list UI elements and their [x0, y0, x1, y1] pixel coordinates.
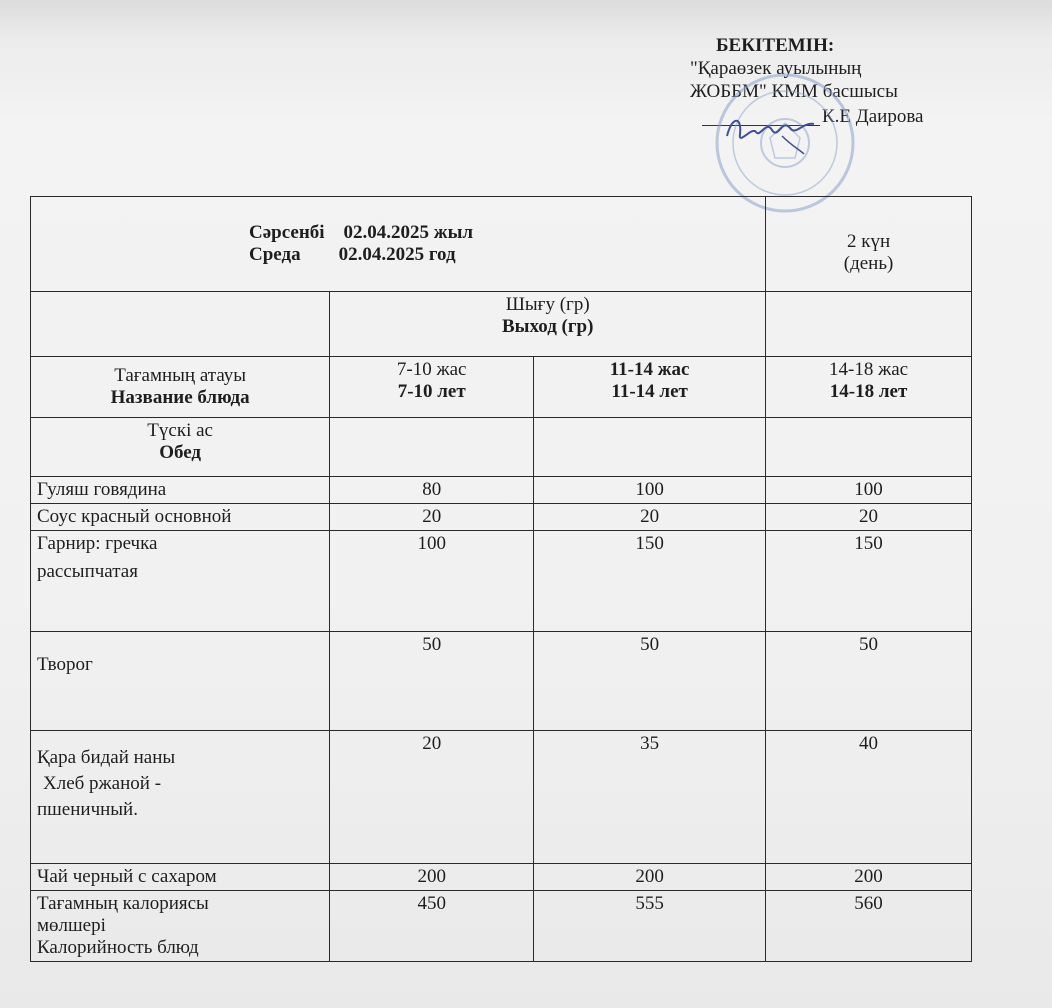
dish-name-line: Тағамның калориясы — [37, 893, 209, 914]
age1-header — [330, 357, 534, 418]
output-kz: Шығу (гр) — [505, 294, 590, 315]
output-blank — [31, 292, 330, 357]
dish-header — [31, 357, 330, 418]
value-age1: 80 — [330, 477, 534, 504]
value-age2: 200 — [534, 864, 766, 891]
value-age3: 200 — [766, 864, 972, 891]
age2-header — [534, 357, 766, 418]
meal-blank-2 — [534, 418, 766, 477]
table-row — [31, 531, 972, 632]
age1-kz: 7-10 жас — [396, 359, 467, 380]
table-row — [31, 632, 972, 731]
column-header-row — [31, 357, 972, 418]
value-age2: 35 — [534, 731, 766, 864]
output-cell — [330, 292, 766, 357]
value-age2: 50 — [534, 632, 766, 731]
dish-name: Гуляш говядина — [31, 477, 330, 504]
meal-ru: Обед — [159, 442, 202, 463]
age2-ru: 11-14 лет — [611, 381, 688, 402]
date-kz: 02.04.2025 жыл — [343, 222, 474, 243]
date-cell — [31, 197, 766, 292]
approval-line-2: ЖОББМ" КММ басшысы — [690, 81, 898, 102]
approval-line-1: "Қараөзек ауылының — [690, 58, 862, 79]
value-age3: 100 — [766, 477, 972, 504]
value-age2: 150 — [534, 531, 766, 632]
menu-table — [30, 196, 972, 962]
table-row — [31, 504, 972, 531]
meal-blank-1 — [330, 418, 534, 477]
value-age1: 20 — [330, 504, 534, 531]
output-row — [31, 292, 972, 357]
day-number-cell — [766, 197, 972, 292]
value-age1: 50 — [330, 632, 534, 731]
dish-name-line: Калорийность блюд — [37, 937, 199, 958]
table-row — [31, 477, 972, 504]
dish-name: Творог — [31, 632, 330, 731]
dish-header-kz: Тағамның атауы — [114, 365, 247, 386]
date-row — [31, 197, 972, 292]
dish-name-line: рассыпчатая — [37, 561, 138, 582]
dish-name-line: пшеничный. — [37, 799, 138, 820]
value-age1: 450 — [330, 891, 534, 962]
dish-name-line: Гарнир: гречка — [37, 533, 158, 554]
table-row — [31, 864, 972, 891]
age1-ru: 7-10 лет — [397, 381, 466, 402]
dish-name — [31, 531, 330, 632]
age3-header — [766, 357, 972, 418]
value-age1: 100 — [330, 531, 534, 632]
age3-ru: 14-18 лет — [829, 381, 908, 402]
value-age2: 555 — [534, 891, 766, 962]
dish-name-line: мөлшері — [37, 915, 106, 936]
table-row — [31, 731, 972, 864]
signature — [722, 106, 822, 156]
value-age1: 20 — [330, 731, 534, 864]
signer-name: К.Е Даирова — [822, 106, 924, 127]
dish-name-line: Қара бидай наны — [37, 747, 176, 768]
dish-name-line: Хлеб ржаной - — [43, 773, 162, 794]
dish-header-ru: Название блюда — [110, 387, 250, 408]
value-age3: 20 — [766, 504, 972, 531]
dish-name — [31, 731, 330, 864]
value-age3: 150 — [766, 531, 972, 632]
table-row — [31, 891, 972, 962]
value-age3: 560 — [766, 891, 972, 962]
meal-cell — [31, 418, 330, 477]
day-number: 2 күн — [846, 231, 891, 252]
date-ru: 02.04.2025 год — [338, 244, 456, 265]
dish-name — [31, 891, 330, 962]
meal-blank-3 — [766, 418, 972, 477]
value-age2: 100 — [534, 477, 766, 504]
day-ru: Среда — [249, 244, 301, 265]
age2-kz: 11-14 жас — [609, 359, 690, 380]
value-age2: 20 — [534, 504, 766, 531]
meal-kz: Түскі ас — [147, 420, 213, 441]
day-kz: Сәрсенбі — [249, 222, 325, 243]
dish-name: Чай черный с сахаром — [31, 864, 330, 891]
output-ru: Выход (гр) — [501, 316, 594, 337]
meal-row — [31, 418, 972, 477]
age3-kz: 14-18 жас — [829, 359, 909, 380]
dish-name: Соус красный основной — [31, 504, 330, 531]
day-number-ru: (день) — [843, 253, 894, 274]
value-age3: 40 — [766, 731, 972, 864]
approval-heading: БЕКІТЕМІН: — [716, 35, 835, 56]
output-blank-right — [766, 292, 972, 357]
value-age1: 200 — [330, 864, 534, 891]
value-age3: 50 — [766, 632, 972, 731]
